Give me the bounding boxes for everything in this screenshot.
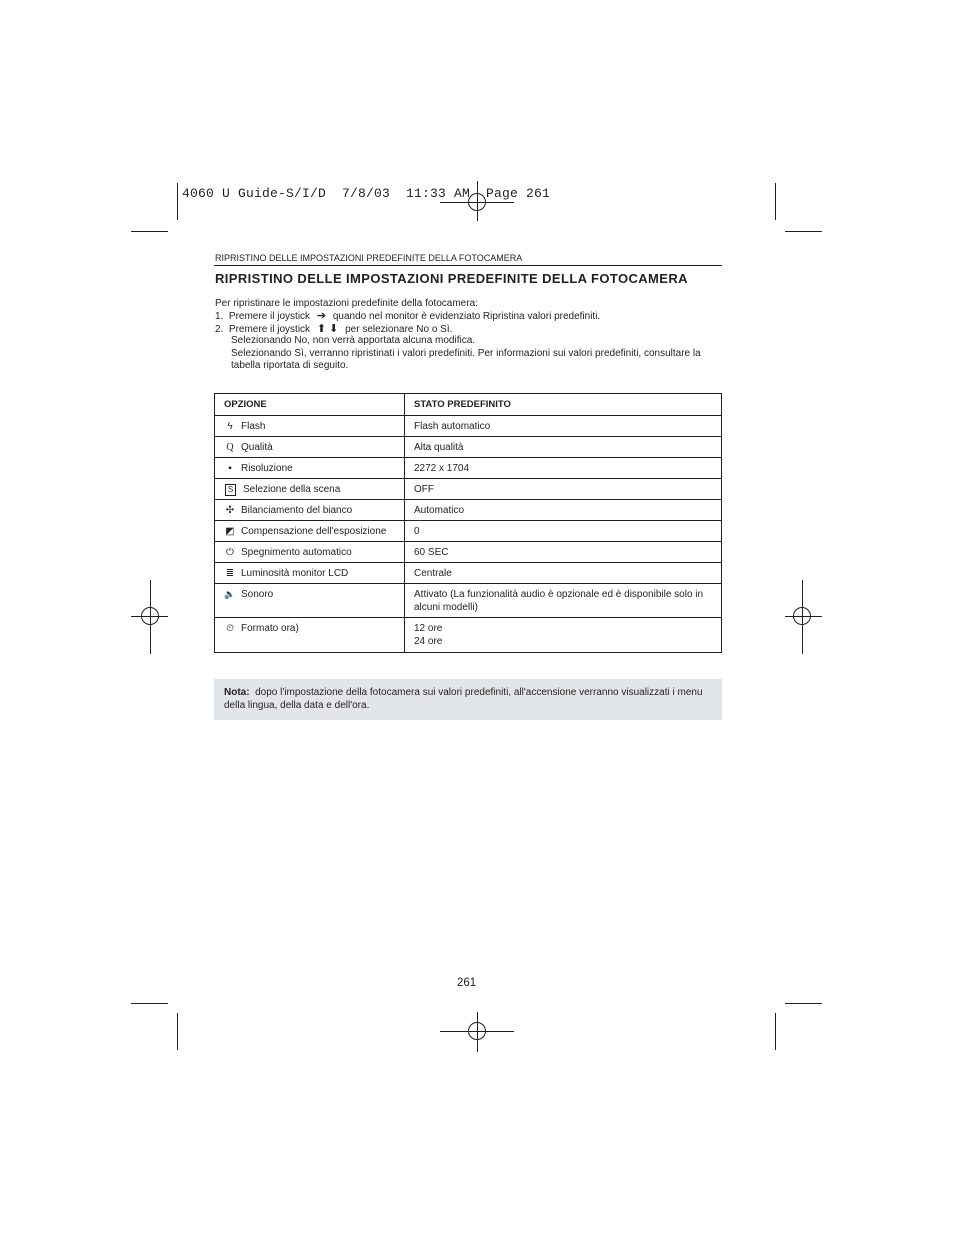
step-text: quando nel monitor è evidenziato Ripristina valori predefiniti. — [332, 311, 601, 322]
header-rule — [214, 265, 722, 266]
page-title: RIPRISTINO DELLE IMPOSTAZIONI PREDEFINITE DELLA FOTOCAMERA — [215, 271, 688, 286]
table-row — [215, 479, 722, 500]
option-name: Qualità — [241, 441, 273, 453]
default-value: 2272 x 1704 — [405, 458, 722, 479]
table-row — [215, 563, 722, 584]
option-name: Luminosità monitor LCD — [241, 567, 349, 579]
step-number: 2. — [215, 324, 224, 335]
note-box — [214, 679, 722, 720]
crop-mark — [131, 231, 168, 232]
intro-text: Per ripristinare le impostazioni predefinite della fotocamera: — [215, 298, 478, 309]
crop-mark — [177, 1013, 178, 1050]
crop-mark — [775, 1013, 776, 1050]
step-1 — [215, 310, 600, 324]
crop-mark — [177, 183, 178, 220]
crop-mark — [131, 1003, 168, 1004]
resolution-icon: ▪ — [228, 462, 232, 474]
table-row — [215, 584, 722, 618]
defaults-table — [214, 393, 722, 653]
default-value: 0 — [405, 521, 722, 542]
default-value: Flash automatico — [405, 416, 722, 437]
lcd-brightness-icon: ≣ — [225, 567, 235, 579]
table-row — [215, 458, 722, 479]
table-row — [215, 542, 722, 563]
scene-icon: S — [225, 484, 236, 496]
step-2-note-no: Selezionando No, non verrà apportata alcuna modifica. — [231, 335, 476, 346]
note-text: dopo l'impostazione della fotocamera sui valori predefiniti, all'accensione verranno visualizzati i menu della lingua, della data e dell'ora. — [224, 687, 703, 711]
crop-mark — [785, 1003, 822, 1004]
option-name: Flash — [241, 420, 266, 432]
table-header-row — [215, 394, 722, 416]
option-name: Spegnimento automatico — [241, 546, 352, 558]
option-name: Formato ora) — [241, 623, 299, 634]
default-value: OFF — [405, 479, 722, 500]
running-header: RIPRISTINO DELLE IMPOSTAZIONI PREDEFINITE DELLA FOTOCAMERA — [215, 253, 523, 263]
option-name: Compensazione dell'esposizione — [241, 525, 387, 537]
note-label: Nota: — [224, 687, 250, 698]
crop-mark — [775, 183, 776, 220]
flash-icon: ϟ — [227, 420, 233, 432]
table-row — [215, 521, 722, 542]
default-value: Centrale — [405, 563, 722, 584]
joystick-right-icon: ➔ — [316, 310, 327, 322]
page-number: 261 — [457, 977, 477, 989]
table-row — [215, 500, 722, 521]
power-off-icon: ⏻ — [226, 546, 234, 558]
table-row — [215, 416, 722, 437]
column-header-default: STATO PREDEFINITO — [405, 394, 722, 416]
option-name: Risoluzione — [241, 462, 293, 474]
joystick-up-down-icon: ⬆ ⬇ — [316, 323, 339, 335]
option-name: Sonoro — [241, 589, 274, 600]
quality-icon: Q — [226, 441, 234, 453]
step-text: Premere il joystick — [228, 311, 311, 322]
table-row — [215, 618, 722, 653]
option-name: Selezione della scena — [243, 483, 341, 495]
default-value: 12 ore 24 ore — [405, 618, 722, 653]
step-2-note-yes-cont: tabella riportata di seguito. — [231, 360, 349, 371]
step-number: 1. — [215, 311, 224, 322]
step-text: per selezionare No o Sì. — [345, 324, 453, 335]
table-row — [215, 437, 722, 458]
default-value: Automatico — [405, 500, 722, 521]
clock-icon: ⏲ — [226, 623, 234, 634]
default-value: Attivato (La funzionalità audio è opzionale ed è disponibile solo in alcuni modelli) — [405, 584, 722, 618]
step-text: Premere il joystick — [228, 324, 311, 335]
print-slug-line: 4060 U Guide-S/I/D 7/8/03 11:33 AM Page 261 — [182, 186, 551, 201]
default-value: Alta qualità — [405, 437, 722, 458]
exposure-icon: ◩ — [225, 525, 235, 537]
step-2-note-yes: Selezionando Sì, verranno ripristinati i valori predefiniti. Per informazioni sui valori predefiniti, consultare la — [231, 348, 701, 359]
option-name: Bilanciamento del bianco — [241, 504, 353, 516]
default-value: 60 SEC — [405, 542, 722, 563]
white-balance-icon: ✣ — [225, 504, 235, 516]
crop-mark — [785, 231, 822, 232]
sound-icon: 🔈 — [224, 589, 236, 599]
column-header-option: OPZIONE — [215, 394, 405, 416]
